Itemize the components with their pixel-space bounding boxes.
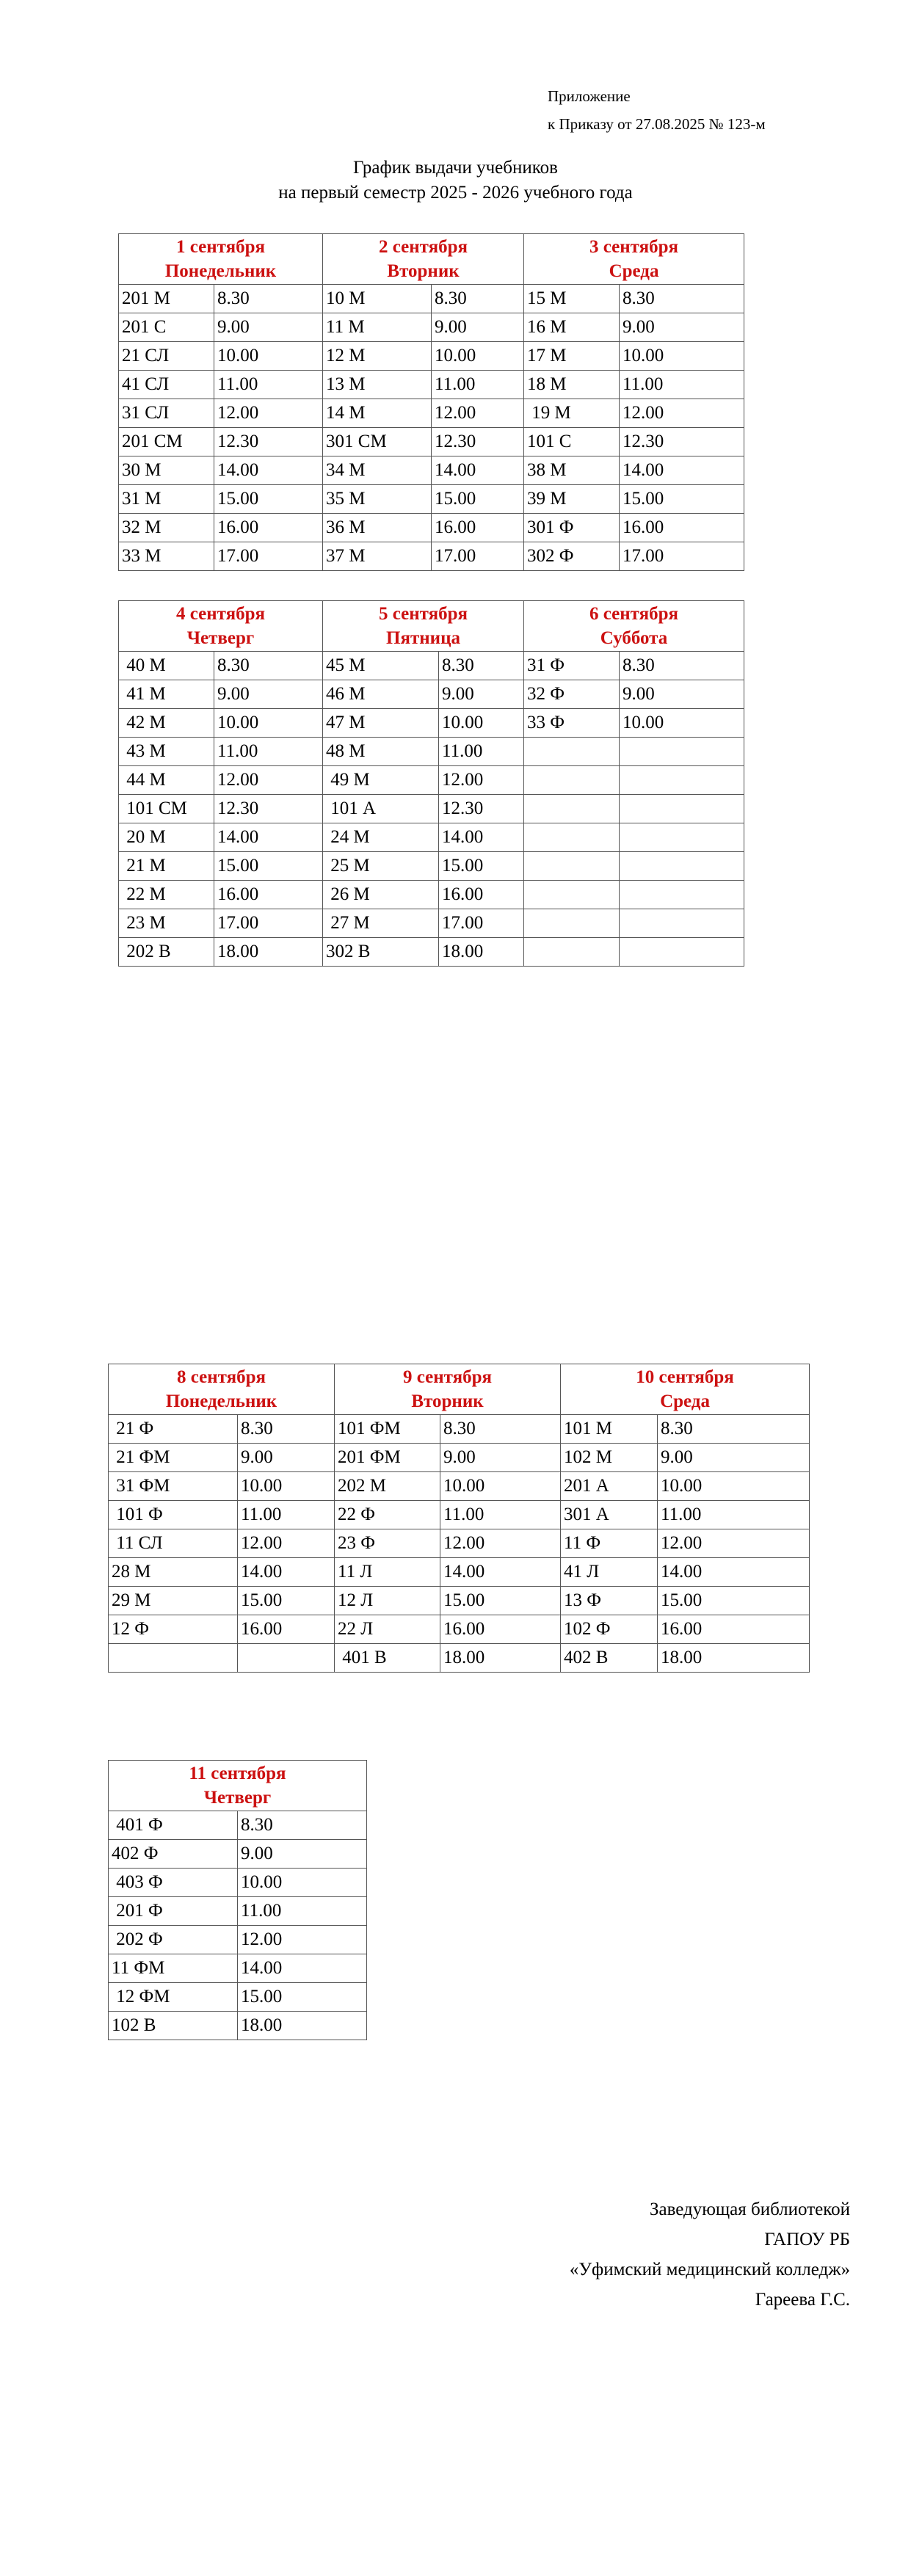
time-cell: 18.00 [658,1644,810,1673]
day-date: 1 сентября [175,237,266,257]
time-cell: 10.00 [620,709,744,738]
time-cell: 11.00 [620,371,744,399]
group-cell: 13 Ф [561,1587,658,1615]
time-cell: 15.00 [238,1983,367,2012]
day-date: 11 сентября [189,1764,286,1783]
table-row [119,342,744,371]
day-weekday: Пятница [386,628,460,648]
group-cell [524,909,620,938]
time-cell: 9.00 [214,680,323,709]
time-cell: 9.00 [432,313,524,342]
group-cell: 101 М [561,1415,658,1444]
day-weekday: Вторник [411,1391,484,1411]
group-cell: 44 М [119,766,214,795]
time-cell [620,852,744,881]
table-row [109,1926,367,1954]
group-cell [524,738,620,766]
time-cell: 16.00 [658,1615,810,1644]
group-cell: 48 М [323,738,439,766]
title-line-1: График выдачи учебников [353,158,558,178]
time-cell: 18.00 [238,2012,367,2040]
group-cell: 22 М [119,881,214,909]
table-row [109,1529,810,1558]
group-cell: 401 В [335,1644,440,1673]
time-cell: 14.00 [432,456,524,485]
time-cell: 8.30 [440,1415,561,1444]
table-row [119,514,744,542]
group-cell: 11 СЛ [109,1529,238,1558]
time-cell: 18.00 [214,938,323,967]
group-cell: 102 Ф [561,1615,658,1644]
group-cell: 10 М [323,285,432,313]
group-cell: 35 М [323,485,432,514]
time-cell: 12.00 [620,399,744,428]
group-cell: 15 М [524,285,620,313]
day-header-row [119,601,744,652]
group-cell: 17 М [524,342,620,371]
time-cell: 16.00 [238,1615,335,1644]
annex-order-ref: к Приказу от 27.08.2025 № 123-м [548,115,766,133]
day-header-row [109,1761,367,1811]
group-cell: 32 Ф [524,680,620,709]
time-cell: 17.00 [620,542,744,571]
time-cell: 10.00 [440,1472,561,1501]
time-cell: 8.30 [214,285,323,313]
time-cell: 9.00 [439,680,524,709]
group-cell: 49 М [323,766,439,795]
group-cell: 22 Л [335,1615,440,1644]
signature-name: Гареева Г.С. [755,2290,850,2310]
group-cell: 102 В [109,2012,238,2040]
day-header [524,601,744,652]
schedule-table-week1-end [118,600,744,967]
time-cell: 9.00 [214,313,323,342]
group-cell: 23 Ф [335,1529,440,1558]
group-cell: 302 В [323,938,439,967]
table-row [119,542,744,571]
time-cell: 12.00 [440,1529,561,1558]
time-cell: 10.00 [214,342,323,371]
time-cell: 9.00 [440,1444,561,1472]
group-cell: 29 М [109,1587,238,1615]
group-cell [524,823,620,852]
time-cell: 10.00 [238,1472,335,1501]
time-cell: 14.00 [214,823,323,852]
day-weekday: Понедельник [165,1391,277,1411]
time-cell: 18.00 [439,938,524,967]
time-cell [620,938,744,967]
time-cell: 12.30 [432,428,524,456]
table-row [119,766,744,795]
group-cell: 32 М [119,514,214,542]
group-cell [524,852,620,881]
day-date: 10 сентября [636,1367,734,1387]
day-header [109,1364,335,1415]
table-row [119,852,744,881]
group-cell: 27 М [323,909,439,938]
day-date: 6 сентября [589,604,679,624]
group-cell: 25 М [323,852,439,881]
group-cell [524,881,620,909]
table-row [109,1444,810,1472]
day-date: 9 сентября [402,1367,493,1387]
table-row [109,1840,367,1869]
time-cell: 17.00 [439,909,524,938]
day-date: 2 сентября [378,237,468,257]
time-cell: 8.30 [214,652,323,680]
group-cell: 46 М [323,680,439,709]
table-row [109,1644,810,1673]
group-cell: 21 М [119,852,214,881]
time-cell: 12.30 [620,428,744,456]
table-row [119,881,744,909]
time-cell [620,766,744,795]
group-cell: 31 М [119,485,214,514]
group-cell: 45 М [323,652,439,680]
group-cell: 201 СМ [119,428,214,456]
group-cell: 301 А [561,1501,658,1529]
time-cell: 15.00 [432,485,524,514]
group-cell: 402 Ф [109,1840,238,1869]
table-row [109,1615,810,1644]
table-row [119,938,744,967]
signature-org: ГАПОУ РБ [764,2230,850,2249]
group-cell: 41 СЛ [119,371,214,399]
group-cell [524,766,620,795]
time-cell: 17.00 [214,542,323,571]
day-weekday: Четверг [203,1788,272,1808]
time-cell: 12.00 [238,1529,335,1558]
group-cell: 19 М [524,399,620,428]
group-cell: 401 Ф [109,1811,238,1840]
group-cell: 21 ФМ [109,1444,238,1472]
time-cell: 11.00 [238,1501,335,1529]
day-header [323,601,524,652]
group-cell: 102 М [561,1444,658,1472]
group-cell: 201 ФМ [335,1444,440,1472]
time-cell [620,795,744,823]
table-row [109,2012,367,2040]
group-cell: 31 ФМ [109,1472,238,1501]
table-row [119,285,744,313]
group-cell: 37 М [323,542,432,571]
group-cell [109,1644,238,1673]
group-cell: 42 М [119,709,214,738]
time-cell: 8.30 [432,285,524,313]
signature-position: Заведующая библиотекой [649,2200,850,2219]
time-cell [620,909,744,938]
day-date: 3 сентября [589,237,679,257]
time-cell: 16.00 [214,514,323,542]
time-cell: 11.00 [658,1501,810,1529]
group-cell: 22 Ф [335,1501,440,1529]
table-row [109,1472,810,1501]
time-cell: 11.00 [238,1897,367,1926]
group-cell: 201 С [119,313,214,342]
time-cell: 15.00 [620,485,744,514]
table-row [119,313,744,342]
time-cell: 12.00 [432,399,524,428]
day-header [119,601,323,652]
time-cell: 12.00 [214,399,323,428]
table-row [109,1558,810,1587]
time-cell: 14.00 [238,1558,335,1587]
annex-note [548,82,766,138]
group-cell: 28 М [109,1558,238,1587]
group-cell: 20 М [119,823,214,852]
time-cell: 12.30 [214,428,323,456]
time-cell [620,881,744,909]
group-cell: 201 Ф [109,1897,238,1926]
time-cell: 11.00 [432,371,524,399]
group-cell: 18 М [524,371,620,399]
group-cell: 24 М [323,823,439,852]
day-weekday: Среда [609,261,659,281]
group-cell: 202 М [335,1472,440,1501]
time-cell: 14.00 [439,823,524,852]
document-title [0,156,911,205]
table-row [109,1954,367,1983]
time-cell: 15.00 [214,485,323,514]
group-cell: 202 Ф [109,1926,238,1954]
time-cell: 12.30 [439,795,524,823]
time-cell: 15.00 [440,1587,561,1615]
time-cell: 18.00 [440,1644,561,1673]
day-weekday: Понедельник [164,261,277,281]
day-header [119,234,323,285]
table-row [119,456,744,485]
group-cell: 101 ФМ [335,1415,440,1444]
time-cell: 14.00 [620,456,744,485]
time-cell: 11.00 [214,738,323,766]
group-cell: 11 ФМ [109,1954,238,1983]
time-cell: 10.00 [658,1472,810,1501]
time-cell: 8.30 [238,1811,367,1840]
group-cell: 34 М [323,456,432,485]
group-cell: 13 М [323,371,432,399]
time-cell: 15.00 [439,852,524,881]
group-cell: 43 М [119,738,214,766]
time-cell: 10.00 [439,709,524,738]
day-date: 4 сентября [175,604,266,624]
group-cell: 403 Ф [109,1869,238,1897]
day-date: 5 сентября [378,604,468,624]
group-cell: 301 Ф [524,514,620,542]
table-row [119,823,744,852]
group-cell: 101 СМ [119,795,214,823]
table-row [109,1897,367,1926]
group-cell: 38 М [524,456,620,485]
time-cell: 9.00 [620,680,744,709]
time-cell: 8.30 [620,652,744,680]
group-cell: 41 М [119,680,214,709]
day-header [323,234,524,285]
table-row [119,795,744,823]
signature-block [570,2194,850,2315]
group-cell: 11 М [323,313,432,342]
group-cell [524,938,620,967]
time-cell: 15.00 [214,852,323,881]
table-row [119,371,744,399]
group-cell: 402 В [561,1644,658,1673]
group-cell: 101 А [323,795,439,823]
day-weekday: Вторник [387,261,460,281]
group-cell: 39 М [524,485,620,514]
time-cell: 10.00 [214,709,323,738]
annex-label: Приложение [548,87,631,105]
day-header [109,1761,367,1811]
time-cell: 14.00 [440,1558,561,1587]
table-row [119,680,744,709]
time-cell: 9.00 [238,1840,367,1869]
group-cell: 23 М [119,909,214,938]
group-cell: 31 СЛ [119,399,214,428]
table-row [109,1869,367,1897]
group-cell: 33 М [119,542,214,571]
signature-college: «Уфимский медицинский колледж» [569,2260,850,2280]
time-cell: 11.00 [440,1501,561,1529]
group-cell: 16 М [524,313,620,342]
day-header-row [109,1364,810,1415]
group-cell: 41 Л [561,1558,658,1587]
time-cell: 9.00 [620,313,744,342]
time-cell: 12.00 [658,1529,810,1558]
day-header [561,1364,810,1415]
group-cell: 301 СМ [323,428,432,456]
day-weekday: Суббота [600,628,668,648]
time-cell: 9.00 [658,1444,810,1472]
group-cell: 12 ФМ [109,1983,238,2012]
group-cell: 14 М [323,399,432,428]
table-row [119,709,744,738]
time-cell: 8.30 [658,1415,810,1444]
group-cell: 12 Ф [109,1615,238,1644]
time-cell: 15.00 [238,1587,335,1615]
time-cell: 12.00 [214,766,323,795]
group-cell: 36 М [323,514,432,542]
time-cell: 16.00 [439,881,524,909]
time-cell: 14.00 [238,1954,367,1983]
time-cell: 15.00 [658,1587,810,1615]
group-cell: 31 Ф [524,652,620,680]
time-cell: 8.30 [238,1415,335,1444]
day-weekday: Четверг [186,628,255,648]
day-header [335,1364,561,1415]
group-cell: 101 С [524,428,620,456]
time-cell: 16.00 [432,514,524,542]
group-cell: 201 М [119,285,214,313]
table-row [109,1415,810,1444]
time-cell [620,823,744,852]
time-cell: 8.30 [439,652,524,680]
time-cell: 14.00 [214,456,323,485]
time-cell: 10.00 [238,1869,367,1897]
group-cell: 30 М [119,456,214,485]
time-cell: 12.00 [238,1926,367,1954]
time-cell [238,1644,335,1673]
time-cell: 17.00 [214,909,323,938]
table-row [119,909,744,938]
group-cell: 101 Ф [109,1501,238,1529]
time-cell: 11.00 [214,371,323,399]
day-header-row [119,234,744,285]
time-cell: 9.00 [238,1444,335,1472]
group-cell: 302 Ф [524,542,620,571]
table-row [119,652,744,680]
day-header [524,234,744,285]
group-cell: 11 Ф [561,1529,658,1558]
time-cell [620,738,744,766]
group-cell: 12 Л [335,1587,440,1615]
group-cell: 21 СЛ [119,342,214,371]
day-date: 8 сентября [176,1367,266,1387]
group-cell: 21 Ф [109,1415,238,1444]
table-row [119,485,744,514]
time-cell: 10.00 [432,342,524,371]
time-cell: 16.00 [440,1615,561,1644]
time-cell: 12.30 [214,795,323,823]
table-row [109,1587,810,1615]
time-cell: 12.00 [439,766,524,795]
group-cell: 12 М [323,342,432,371]
day-weekday: Среда [660,1391,710,1411]
time-cell: 10.00 [620,342,744,371]
time-cell: 11.00 [439,738,524,766]
group-cell: 47 М [323,709,439,738]
title-line-2: на первый семестр 2025 - 2026 учебного года [278,183,633,203]
table-row [119,428,744,456]
time-cell: 16.00 [620,514,744,542]
schedule-table-week1 [118,233,744,571]
table-row [109,1501,810,1529]
table-row [119,399,744,428]
group-cell: 40 М [119,652,214,680]
time-cell: 16.00 [214,881,323,909]
time-cell: 14.00 [658,1558,810,1587]
table-row [119,738,744,766]
time-cell: 8.30 [620,285,744,313]
schedule-table-week2 [108,1364,810,1673]
group-cell [524,795,620,823]
group-cell: 11 Л [335,1558,440,1587]
table-row [109,1983,367,2012]
table-row [109,1811,367,1840]
time-cell: 17.00 [432,542,524,571]
group-cell: 201 А [561,1472,658,1501]
group-cell: 33 Ф [524,709,620,738]
schedule-table-week2-thu [108,1760,367,2040]
group-cell: 26 М [323,881,439,909]
group-cell: 202 В [119,938,214,967]
